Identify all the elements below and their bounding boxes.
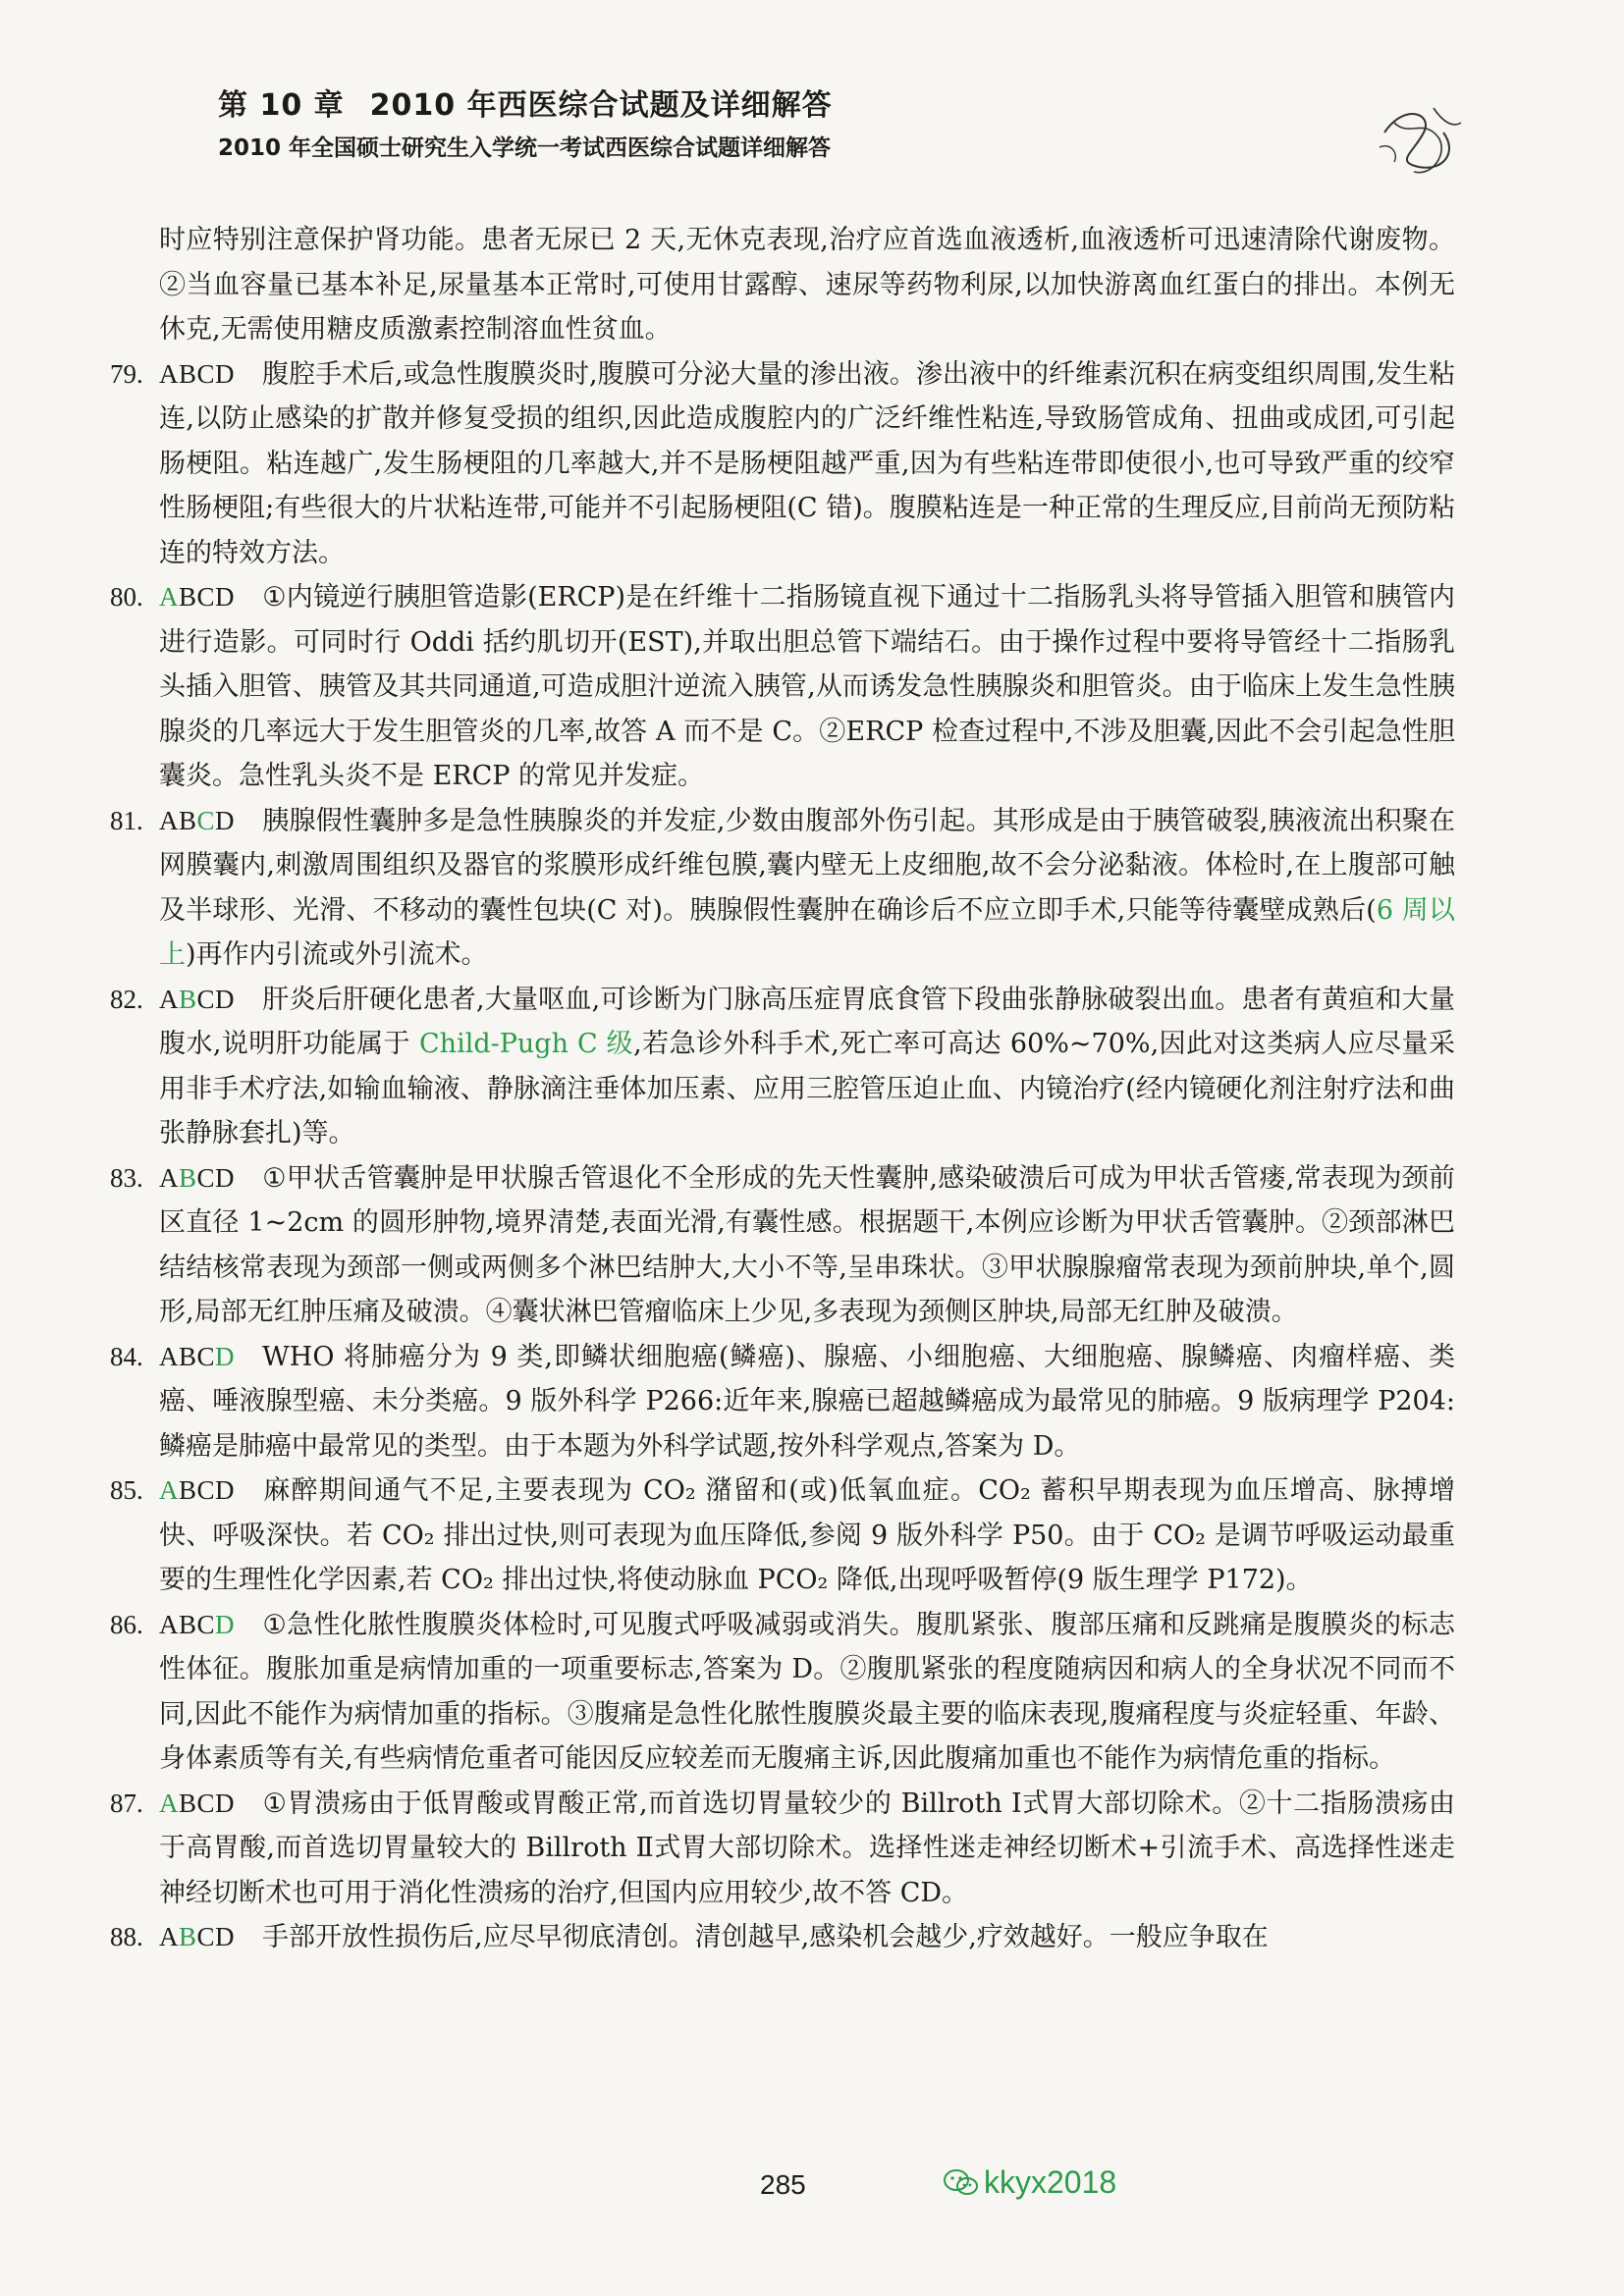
question-number: 83. [110, 1162, 143, 1193]
option-letter: B [179, 1162, 197, 1193]
answer-item [110, 1915, 1455, 1960]
highlighted-text: 6 周以上 [159, 894, 1455, 970]
option-letter: D [215, 582, 236, 612]
explanation-text: ①甲状舌管囊肿是甲状腺舌管退化不全形成的先天性囊肿,感染破溃后可成为甲状舌管瘘,常表现为颈前区直径 1~2cm 的圆形肿物,境界清楚,表面光滑,有囊性感。根据题干,本例应诊断为甲状舌管囊肿。②颈部淋巴结结核常表现为颈部一侧或两侧多个淋巴结肿大,大小不等,呈串珠状。③甲状腺腺瘤常表现为颈前肿块,单个,圆形,局部无红肿压痛及破溃。④囊状淋巴管瘤临床上少见,多表现为颈侧区肿块,局部无红肿及破溃。 [159, 1162, 1455, 1327]
explanation-text: 肝炎后肝硬化患者,大量呕血,可诊断为门脉高压症胃底食管下段曲张静脉破裂出血。患者有黄疸和大量腹水,说明肝功能属于 [159, 984, 1455, 1059]
option-letter: B [179, 1475, 197, 1505]
explanation-text: )再作内引流或外引流术。 [186, 939, 488, 970]
option-letter: B [179, 1609, 197, 1639]
option-letter: C [196, 805, 216, 835]
option-letter: C [196, 1341, 216, 1371]
explanation-text: ①胃溃疡由于低胃酸或胃酸正常,而首选切胃量较少的 Billroth Ⅰ式胃大部切除术。②十二指肠溃疡由于高胃酸,而首选切胃量较大的 Billroth Ⅱ式胃大部切除术。选择性迷走神经切断术+引流手术、高选择性迷走神经切断术也可用于消化性溃疡的治疗,但国内应用较少,故不答 CD。 [159, 1788, 1455, 1908]
answer-item [110, 352, 1455, 576]
answer-options [159, 985, 235, 1014]
page-number: 285 [760, 2169, 806, 2200]
answer-options [159, 1922, 235, 1951]
watermark [943, 2164, 1116, 2201]
explanation-text: 手部开放性损伤后,应尽早彻底清创。清创越早,感染机会越少,疗效越好。一般应争取在 [262, 1922, 1269, 1952]
option-letter: A [159, 1922, 179, 1951]
explanation-text: WHO 将肺癌分为 9 类,即鳞状细胞癌(鳞癌)、腺癌、小细胞癌、大细胞癌、腺鳞癌、肉瘤样癌、类癌、唾液腺型癌、未分类癌。9 版外科学 P266:近年来,腺癌已超越鳞癌成为最常见的肺癌。9 版病理学 P204:鳞癌是肺癌中最常见的类型。由于本题为外科学试题,按外科学观点,答案为 D。 [159, 1341, 1455, 1462]
page-header [218, 86, 1396, 165]
option-letter: A [159, 1788, 179, 1818]
answer-options [159, 1342, 235, 1371]
chapter-number: 第 10 章 [218, 88, 345, 123]
answer-options [159, 1610, 235, 1639]
option-letter: B [179, 358, 197, 389]
explanation-text: 胰腺假性囊肿多是急性胰腺炎的并发症,少数由腹部外伤引起。其形成是由于胰管破裂,胰液流出积聚在网膜囊内,刺激周围组织及器官的浆膜形成纤维包膜,囊内壁无上皮细胞,故不会分泌黏液。体检时,在上腹部可触及半球形、光滑、不移动的囊性包块(C 对)。胰腺假性囊肿在确诊后不应立即手术,只能等待囊壁成熟后( [159, 805, 1455, 926]
explanation-text: ①急性化脓性腹膜炎体检时,可见腹式呼吸减弱或消失。腹肌紧张、腹部压痛和反跳痛是腹膜炎的标志性体征。腹胀加重是病情加重的一项重要标志,答案为 D。②腹肌紧张的程度随病因和病人的全身状况不同而不同,因此不能作为病情加重的指标。③腹痛是急性化脓性腹膜炎最主要的临床表现,腹痛程度与炎症轻重、年龄、身体素质等有关,有些病情危重者可能因反应较差而无腹痛主诉,因此腹痛加重也不能作为病情危重的指标。 [159, 1609, 1455, 1774]
explanation-text: 腹腔手术后,或急性腹膜炎时,腹膜可分泌大量的渗出液。渗出液中的纤维素沉积在病变组织周围,发生粘连,以防止感染的扩散并修复受损的组织,因此造成腹腔内的广泛纤维性粘连,导致肠管成角、扭曲或成团,可引起肠梗阻。粘连越广,发生肠梗阻的几率越大,并不是肠梗阻越严重,因为有些粘连带即使很小,也可导致严重的绞窄性肠梗阻;有些很大的片状粘连带,可能并不引起肠梗阻(C 错)。腹膜粘连是一种正常的生理反应,目前尚无预防粘连的特效方法。 [159, 358, 1455, 568]
answer-content [110, 218, 1455, 1960]
question-number: 81. [110, 805, 143, 835]
option-letter: B [179, 1922, 197, 1951]
option-letter: A [159, 1341, 179, 1371]
option-letter: D [215, 805, 236, 835]
option-letter: A [159, 1162, 179, 1193]
question-number: 84. [110, 1341, 143, 1371]
answer-options [159, 582, 235, 612]
option-letter: D [215, 1788, 236, 1818]
answer-options [159, 806, 235, 835]
wechat-icon [943, 2168, 980, 2198]
exam-subtitle: 2010 年全国硕士研究生入学统一考试西医综合试题详细解答 [218, 135, 832, 161]
option-letter: D [215, 358, 236, 389]
highlighted-text: Child-Pugh C 级 [419, 1029, 634, 1059]
chapter-title: 2010 年西医综合试题及详细解答 [369, 88, 833, 123]
option-letter: C [196, 582, 216, 612]
option-letter: A [159, 1609, 179, 1639]
question-number: 86. [110, 1609, 143, 1639]
option-letter: D [215, 1922, 236, 1951]
question-number: 82. [110, 984, 143, 1014]
option-letter: C [196, 1788, 216, 1818]
option-letter: C [196, 1609, 216, 1639]
answer-item [110, 575, 1455, 799]
answer-options [159, 359, 235, 389]
explanation-text: ,若急诊外科手术,死亡率可高达 60%~70%,因此对这类病人应尽量采用非手术疗法,如输血输液、静脉滴注垂体加压素、应用三腔管压迫止血、内镜治疗(经内镜硬化剂注射疗法和曲张静脉套扎)等。 [159, 1029, 1455, 1148]
explanation-text: 麻醉期间通气不足,主要表现为 CO₂ 潴留和(或)低氧血症。CO₂ 蓄积早期表现为血压增高、脉搏增快、呼吸深快。若 CO₂ 排出过快,则可表现为血压降低,参阅 9 版外科学 P50。由于 CO₂ 是调节呼吸运动最重要的生理性化学因素,若 CO₂ 排出过快,将使动脉血 PCO₂ 降低,出现呼吸暂停(9 版生理学 P172)。 [159, 1475, 1455, 1595]
option-letter: C [196, 358, 216, 389]
question-number: 87. [110, 1788, 143, 1818]
option-letter: A [159, 1475, 179, 1505]
answer-options [159, 1163, 235, 1193]
option-letter: D [215, 1609, 236, 1639]
answer-item [110, 799, 1455, 978]
option-letter: D [215, 984, 236, 1014]
option-letter: B [179, 1341, 197, 1371]
question-number: 80. [110, 582, 143, 612]
option-letter: C [196, 1162, 216, 1193]
option-letter: B [179, 805, 197, 835]
option-letter: D [215, 1475, 236, 1505]
answer-item [110, 1156, 1455, 1335]
option-letter: A [159, 582, 179, 612]
option-letter: C [196, 1475, 216, 1505]
answer-item [110, 1335, 1455, 1469]
option-letter: D [215, 1341, 236, 1371]
question-number: 85. [110, 1475, 143, 1505]
answer-item [110, 1603, 1455, 1782]
option-letter: B [179, 582, 197, 612]
option-letter: A [159, 805, 179, 835]
option-letter: A [159, 984, 179, 1014]
answer-options [159, 1789, 235, 1818]
handwritten-scribble-icon [1365, 93, 1473, 191]
answer-item [110, 1468, 1455, 1603]
option-letter: A [159, 358, 179, 389]
question-number: 79. [110, 358, 143, 389]
chapter-heading [218, 86, 1396, 126]
option-letter: C [196, 984, 216, 1014]
question-number: 88. [110, 1922, 143, 1951]
answer-item [110, 1782, 1455, 1916]
option-letter: B [179, 984, 197, 1014]
explanation-text: ①内镜逆行胰胆管造影(ERCP)是在纤维十二指肠镜直视下通过十二指肠乳头将导管插入胆管和胰管内进行造影。可同时行 Oddi 括约肌切开(EST),并取出胆总管下端结石。由于操作过程中要将导管经十二指肠乳头插入胆管、胰管及其共同通道,可造成胆汁逆流入胰管,从而诱发急性胰腺炎和胆管炎。由于临床上发生急性胰腺炎的几率远大于发生胆管炎的几率,故答 A 而不是 C。②ERCP 检查过程中,不涉及胆囊,因此不会引起急性胆囊炎。急性乳头炎不是 ERCP 的常见并发症。 [159, 582, 1455, 791]
answer-options [159, 1475, 235, 1505]
option-letter: C [196, 1922, 216, 1951]
option-letter: B [179, 1788, 197, 1818]
option-letter: D [215, 1162, 236, 1193]
watermark-text: kkyx2018 [984, 2164, 1117, 2200]
answer-item [110, 978, 1455, 1156]
intro-paragraph: 时应特别注意保护肾功能。患者无尿已 2 天,无休克表现,治疗应首选血液透析,血液透析可迅速清除代谢废物。②当血容量已基本补足,尿量基本正常时,可使用甘露醇、速尿等药物利尿,以加快游离血红蛋白的排出。本例无休克,无需使用糖皮质激素控制溶血性贫血。 [159, 225, 1455, 345]
